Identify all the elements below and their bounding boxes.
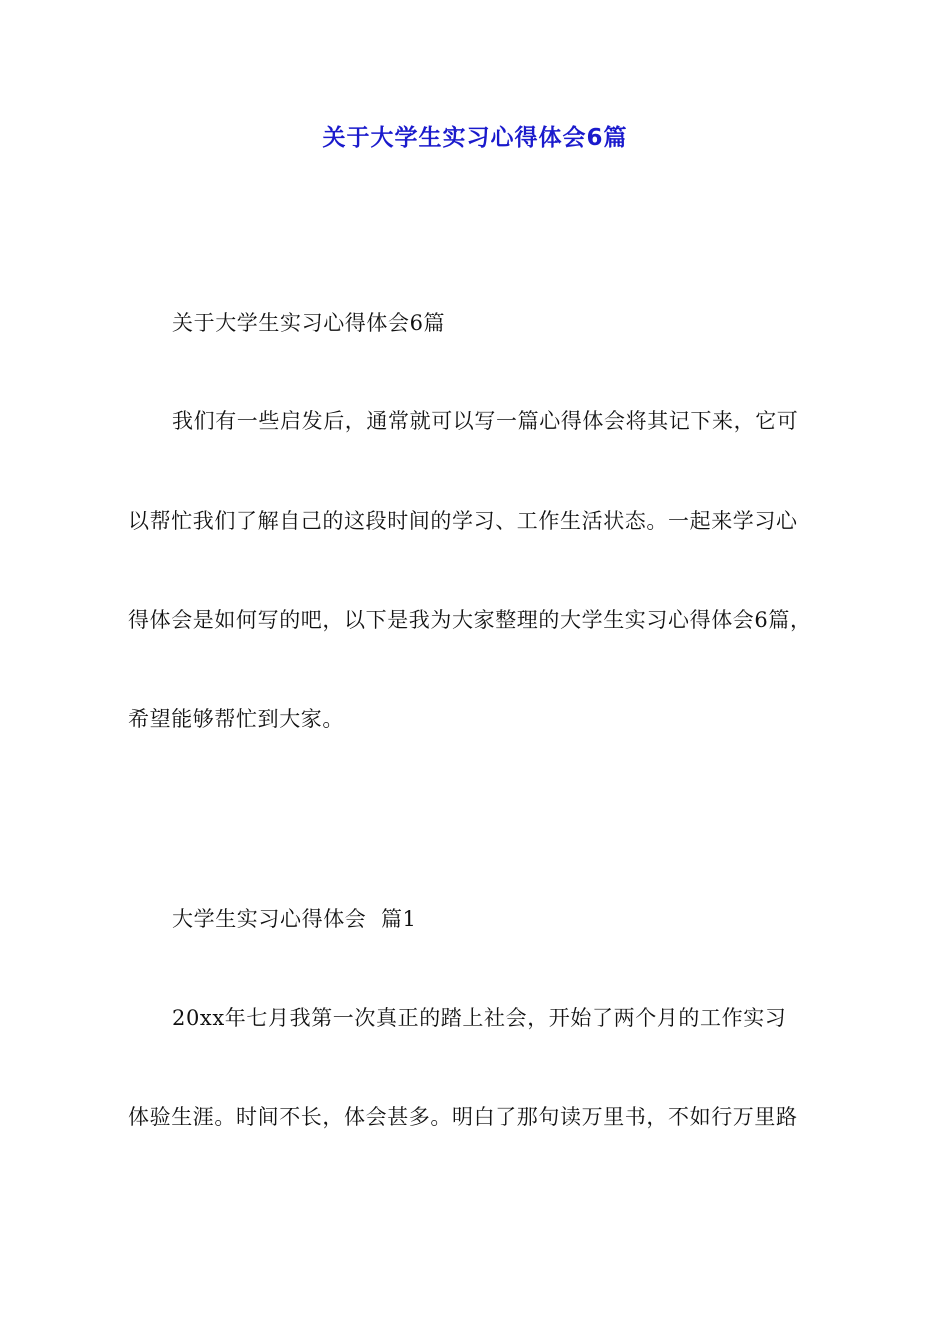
intro-line: 希望能够帮忙到大家。 <box>128 707 344 731</box>
section-line: 体验生涯。时间不长，体会甚多。明白了那句读万里书，不如行万里路 <box>128 1105 798 1129</box>
intro-line: 得体会是如何写的吧，以下是我为大家整理的大学生实习心得体会6篇， <box>128 608 812 632</box>
section-line: 20xx年七月我第一次真正的踏上社会，开始了两个月的工作实习 <box>172 1006 787 1030</box>
document-title: 关于大学生实习心得体会6篇 <box>322 125 628 151</box>
intro-line: 以帮忙我们了解自己的这段时间的学习、工作生活状态。一起来学习心 <box>128 509 798 533</box>
section-heading: 大学生实习心得体会 篇1 <box>172 907 417 931</box>
document-subtitle: 关于大学生实习心得体会6篇 <box>172 311 446 335</box>
intro-line: 我们有一些启发后，通常就可以写一篇心得体会将其记下来，它可 <box>172 409 799 433</box>
